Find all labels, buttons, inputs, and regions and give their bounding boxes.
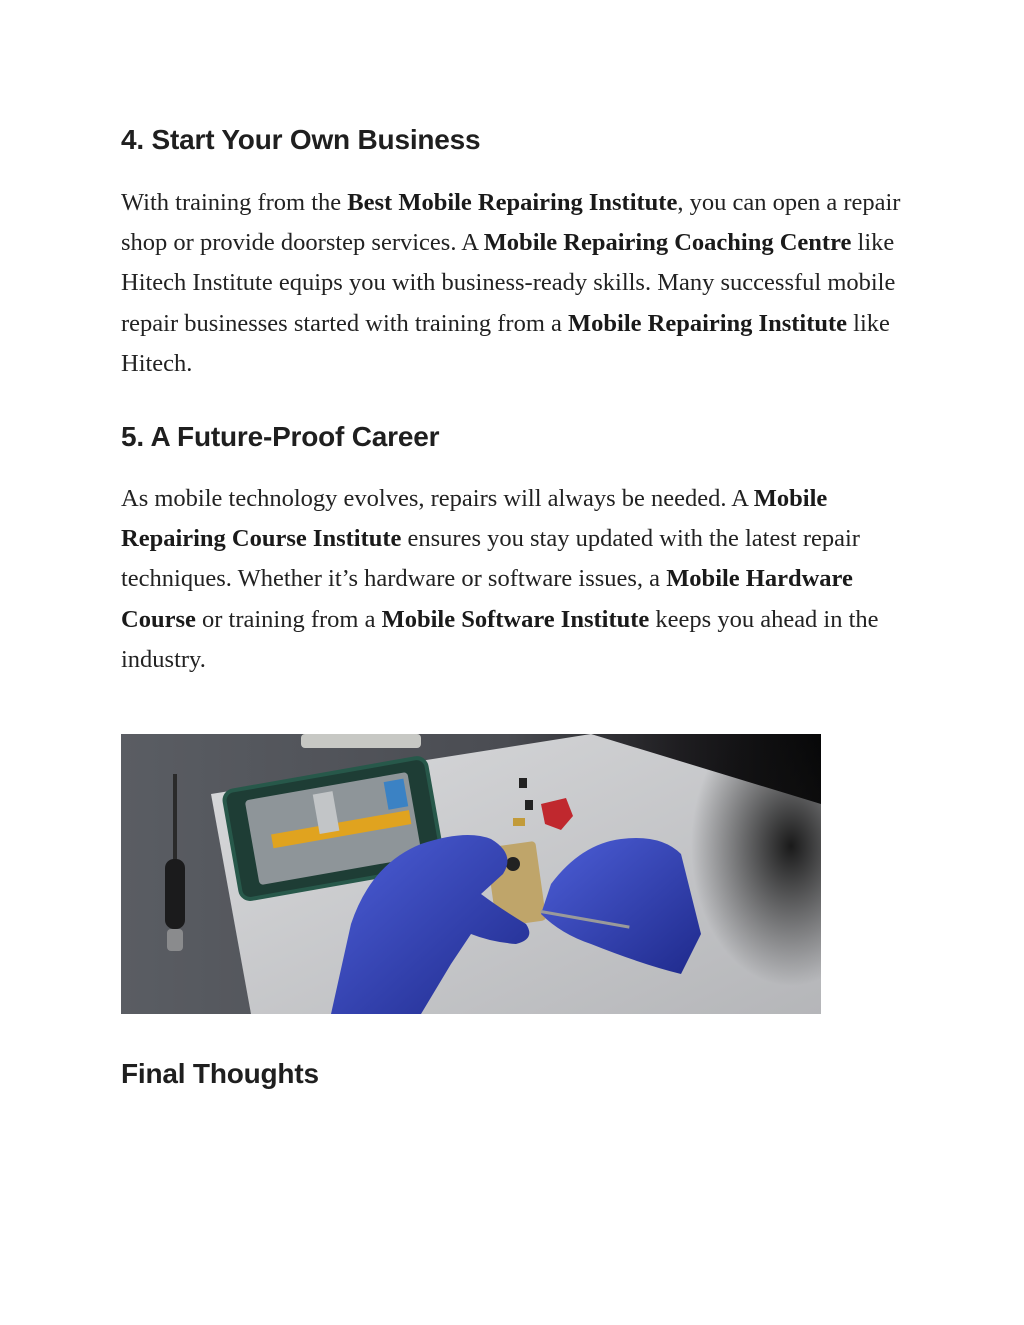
bold-phrase: Mobile Software Institute [381, 605, 650, 633]
text-run: keeps you ahead in the industry. [121, 605, 879, 673]
text-run: or training from a [195, 605, 382, 633]
text-run: ensures you stay updated with the latest repair techniques. Whether it’s hardware or software issues, a [121, 525, 860, 593]
text-run: , you can open a repair shop or provide doorstep services. A [121, 189, 901, 257]
text-run: With training from the [121, 189, 348, 216]
section-4-paragraph [121, 183, 911, 384]
section-4-heading: 4. Start Your Own Business [121, 124, 481, 155]
bold-phrase: Best Mobile Repairing Institute [347, 189, 678, 216]
bold-phrase: Mobile Repairing Institute [568, 309, 848, 337]
bold-phrase: Mobile Hardware Course [121, 565, 853, 633]
text-run: As mobile technology evolves, repairs will always be needed. A [121, 485, 754, 512]
final-thoughts-heading: Final Thoughts [121, 1058, 319, 1089]
section-5-heading: 5. A Future-Proof Career [121, 421, 440, 452]
section-5-paragraph [121, 479, 911, 680]
phone-repair-photo [121, 734, 821, 1014]
text-run: like Hitech. [121, 309, 890, 377]
bold-phrase: Mobile Repairing Course Institute [121, 485, 828, 553]
text-run: like Hitech Institute equips you with business-ready skills. Many successful mobile repair businesses started with training from a [121, 229, 896, 337]
bold-phrase: Mobile Repairing Coaching Centre [483, 229, 852, 257]
